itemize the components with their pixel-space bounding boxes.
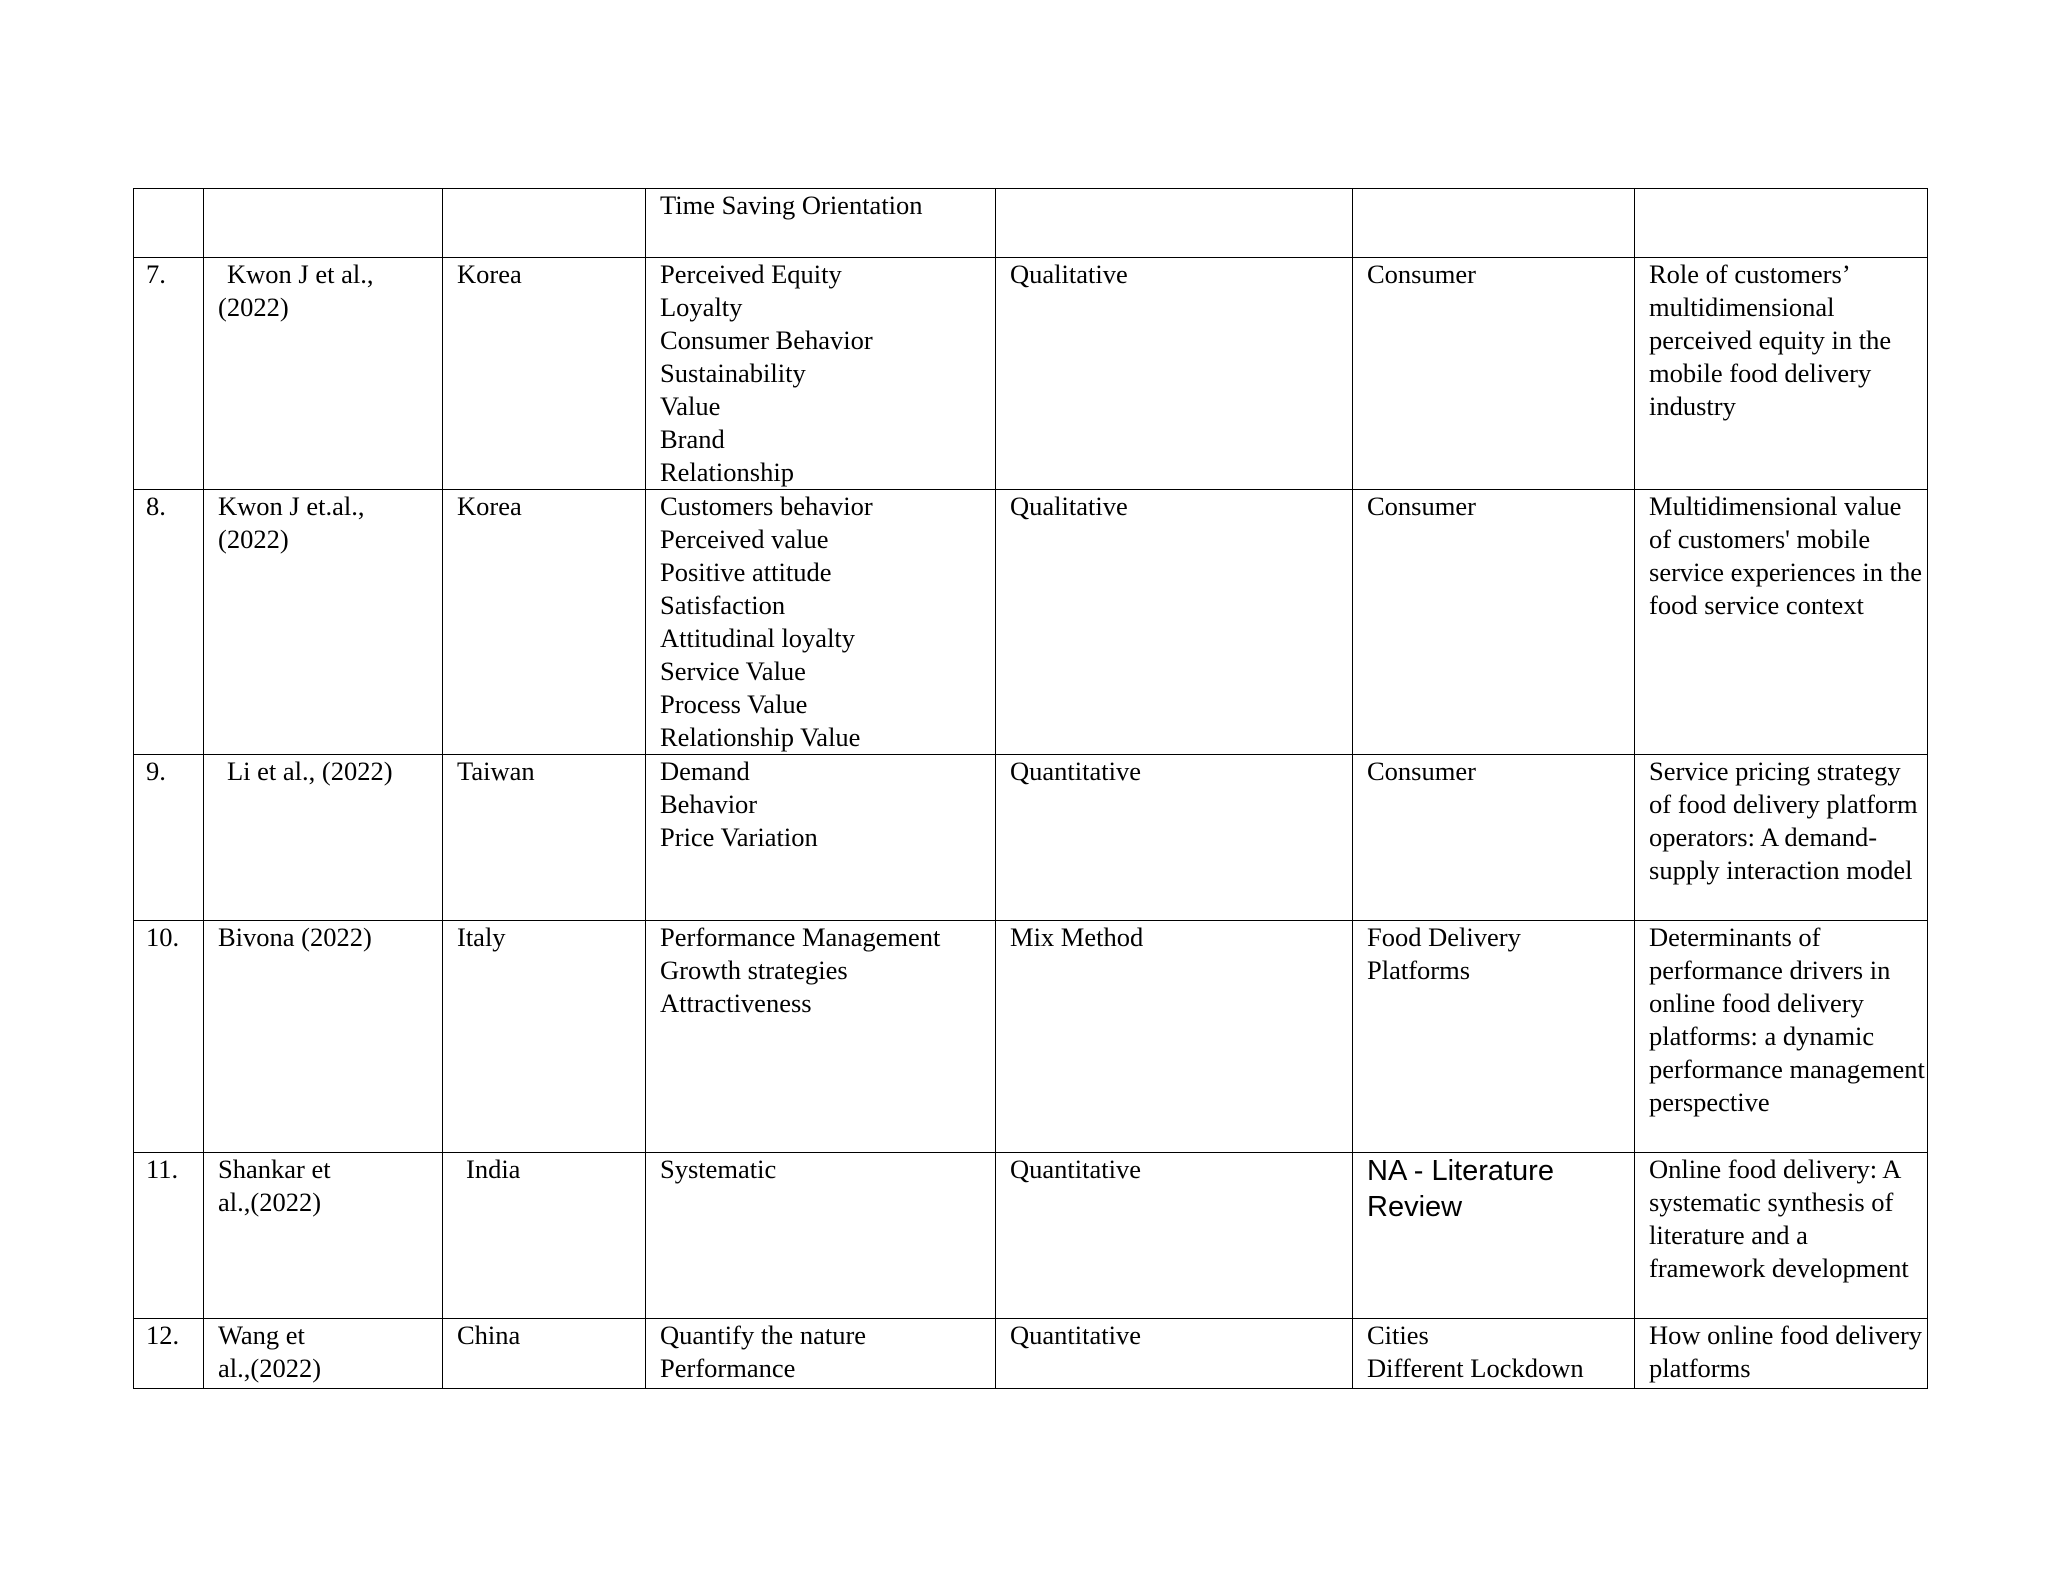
serial-number-cell: 7. bbox=[134, 258, 204, 490]
variables-cell bbox=[646, 189, 996, 258]
variable-item: Attitudinal loyalty bbox=[660, 623, 856, 653]
focus-cell bbox=[1353, 189, 1635, 258]
focus-line: Review bbox=[1367, 1191, 1463, 1223]
author-line: Kwon J et.al., bbox=[218, 491, 365, 521]
variable-item: Sustainability bbox=[660, 358, 806, 388]
table-row bbox=[134, 490, 1928, 755]
focus-cell bbox=[1353, 755, 1635, 921]
author-line: Kwon J et al., bbox=[227, 259, 374, 289]
serial-number-cell: 8. bbox=[134, 490, 204, 755]
author-cell bbox=[204, 490, 443, 755]
variables-cell bbox=[646, 1153, 996, 1319]
variable-item: Behavior bbox=[660, 789, 758, 819]
serial-number-cell bbox=[134, 189, 204, 258]
table-row bbox=[134, 1153, 1928, 1319]
serial-number-cell: 12. bbox=[134, 1319, 204, 1389]
country-cell bbox=[443, 189, 646, 258]
method-cell: Quantitative bbox=[996, 1153, 1353, 1319]
title-cell bbox=[1635, 490, 1928, 755]
author-line: Bivona (2022) bbox=[218, 922, 372, 952]
author-line: al.,(2022) bbox=[218, 1353, 322, 1383]
author-cell bbox=[204, 258, 443, 490]
serial-number-cell: 10. bbox=[134, 921, 204, 1153]
author-cell bbox=[204, 189, 443, 258]
variable-item: Growth strategies bbox=[660, 955, 848, 985]
author-cell bbox=[204, 1319, 443, 1389]
focus-line: NA - Literature bbox=[1367, 1155, 1554, 1187]
country-cell: Italy bbox=[443, 921, 646, 1153]
variable-item: Relationship bbox=[660, 457, 794, 487]
variable-item: Customers behavior bbox=[660, 491, 873, 521]
variable-item: Satisfaction bbox=[660, 590, 786, 620]
author-line: Wang et bbox=[218, 1320, 305, 1350]
focus-line: Consumer bbox=[1367, 756, 1476, 786]
table-row bbox=[134, 258, 1928, 490]
focus-cell bbox=[1353, 1153, 1635, 1319]
study-title: Multidimensional value of customers' mobile service experiences in the food service context bbox=[1649, 491, 1922, 620]
country-cell bbox=[443, 1153, 646, 1319]
variable-item: Positive attitude bbox=[660, 557, 832, 587]
serial-number-cell: 9. bbox=[134, 755, 204, 921]
method-cell: Quantitative bbox=[996, 1319, 1353, 1389]
author-line: (2022) bbox=[218, 292, 289, 322]
author-cell bbox=[204, 1153, 443, 1319]
variable-item: Service Value bbox=[660, 656, 806, 686]
variable-item: Time Saving Orientation bbox=[660, 190, 923, 220]
variables-cell bbox=[646, 258, 996, 490]
table-row bbox=[134, 921, 1928, 1153]
title-cell bbox=[1635, 258, 1928, 490]
table-row bbox=[134, 755, 1928, 921]
focus-cell bbox=[1353, 490, 1635, 755]
focus-line: Platforms bbox=[1367, 955, 1471, 985]
title-cell bbox=[1635, 1153, 1928, 1319]
method-cell: Mix Method bbox=[996, 921, 1353, 1153]
method-cell: Qualitative bbox=[996, 258, 1353, 490]
variable-item: Brand bbox=[660, 424, 725, 454]
variable-item: Process Value bbox=[660, 689, 808, 719]
focus-line: Consumer bbox=[1367, 491, 1476, 521]
variable-item: Relationship Value bbox=[660, 722, 861, 752]
author-line: (2022) bbox=[218, 524, 289, 554]
variable-item: Consumer Behavior bbox=[660, 325, 873, 355]
serial-number-cell: 11. bbox=[134, 1153, 204, 1319]
focus-cell bbox=[1353, 921, 1635, 1153]
variables-cell bbox=[646, 755, 996, 921]
author-line: Li et al., (2022) bbox=[227, 756, 393, 786]
focus-line: Food Delivery bbox=[1367, 922, 1521, 952]
variable-item: Demand bbox=[660, 756, 750, 786]
variable-item: Loyalty bbox=[660, 292, 743, 322]
author-line: al.,(2022) bbox=[218, 1187, 322, 1217]
method-cell bbox=[996, 189, 1353, 258]
table-row bbox=[134, 1319, 1928, 1389]
country-cell: Korea bbox=[443, 490, 646, 755]
focus-line: Different Lockdown bbox=[1367, 1353, 1584, 1383]
variables-cell bbox=[646, 1319, 996, 1389]
variable-item: Performance bbox=[660, 1353, 796, 1383]
method-cell: Quantitative bbox=[996, 755, 1353, 921]
title-cell bbox=[1635, 1319, 1928, 1389]
variable-item: Attractiveness bbox=[660, 988, 812, 1018]
author-line: Shankar et bbox=[218, 1154, 331, 1184]
author-cell bbox=[204, 921, 443, 1153]
study-title: How online food delivery platforms bbox=[1649, 1320, 1923, 1383]
focus-cell bbox=[1353, 1319, 1635, 1389]
title-cell bbox=[1635, 921, 1928, 1153]
country-text: India bbox=[466, 1154, 521, 1184]
variable-item: Performance Management bbox=[660, 922, 941, 952]
focus-cell bbox=[1353, 258, 1635, 490]
table-row bbox=[134, 189, 1928, 258]
method-cell: Qualitative bbox=[996, 490, 1353, 755]
study-title: Determinants of performance drivers in online food delivery platforms: a dynamic performance management perspective bbox=[1649, 922, 1925, 1117]
variable-item: Value bbox=[660, 391, 721, 421]
variable-item: Perceived Equity bbox=[660, 259, 842, 289]
literature-review-table bbox=[133, 188, 1928, 1389]
variables-cell bbox=[646, 921, 996, 1153]
variable-item: Quantify the nature bbox=[660, 1320, 867, 1350]
focus-line: Consumer bbox=[1367, 259, 1476, 289]
country-cell: Taiwan bbox=[443, 755, 646, 921]
author-cell bbox=[204, 755, 443, 921]
study-title: Service pricing strategy of food delivery platform operators: A demand-supply interaction model bbox=[1649, 756, 1918, 885]
variable-item: Perceived value bbox=[660, 524, 829, 554]
country-cell: China bbox=[443, 1319, 646, 1389]
title-cell bbox=[1635, 189, 1928, 258]
focus-line: Cities bbox=[1367, 1320, 1429, 1350]
variable-item: Systematic bbox=[660, 1154, 777, 1184]
title-cell bbox=[1635, 755, 1928, 921]
variable-item: Price Variation bbox=[660, 822, 818, 852]
study-title: Online food delivery: A systematic synthesis of literature and a framework development bbox=[1649, 1154, 1909, 1283]
country-cell: Korea bbox=[443, 258, 646, 490]
variables-cell bbox=[646, 490, 996, 755]
study-title: Role of customers’ multidimensional perceived equity in the mobile food delivery industry bbox=[1649, 259, 1892, 421]
